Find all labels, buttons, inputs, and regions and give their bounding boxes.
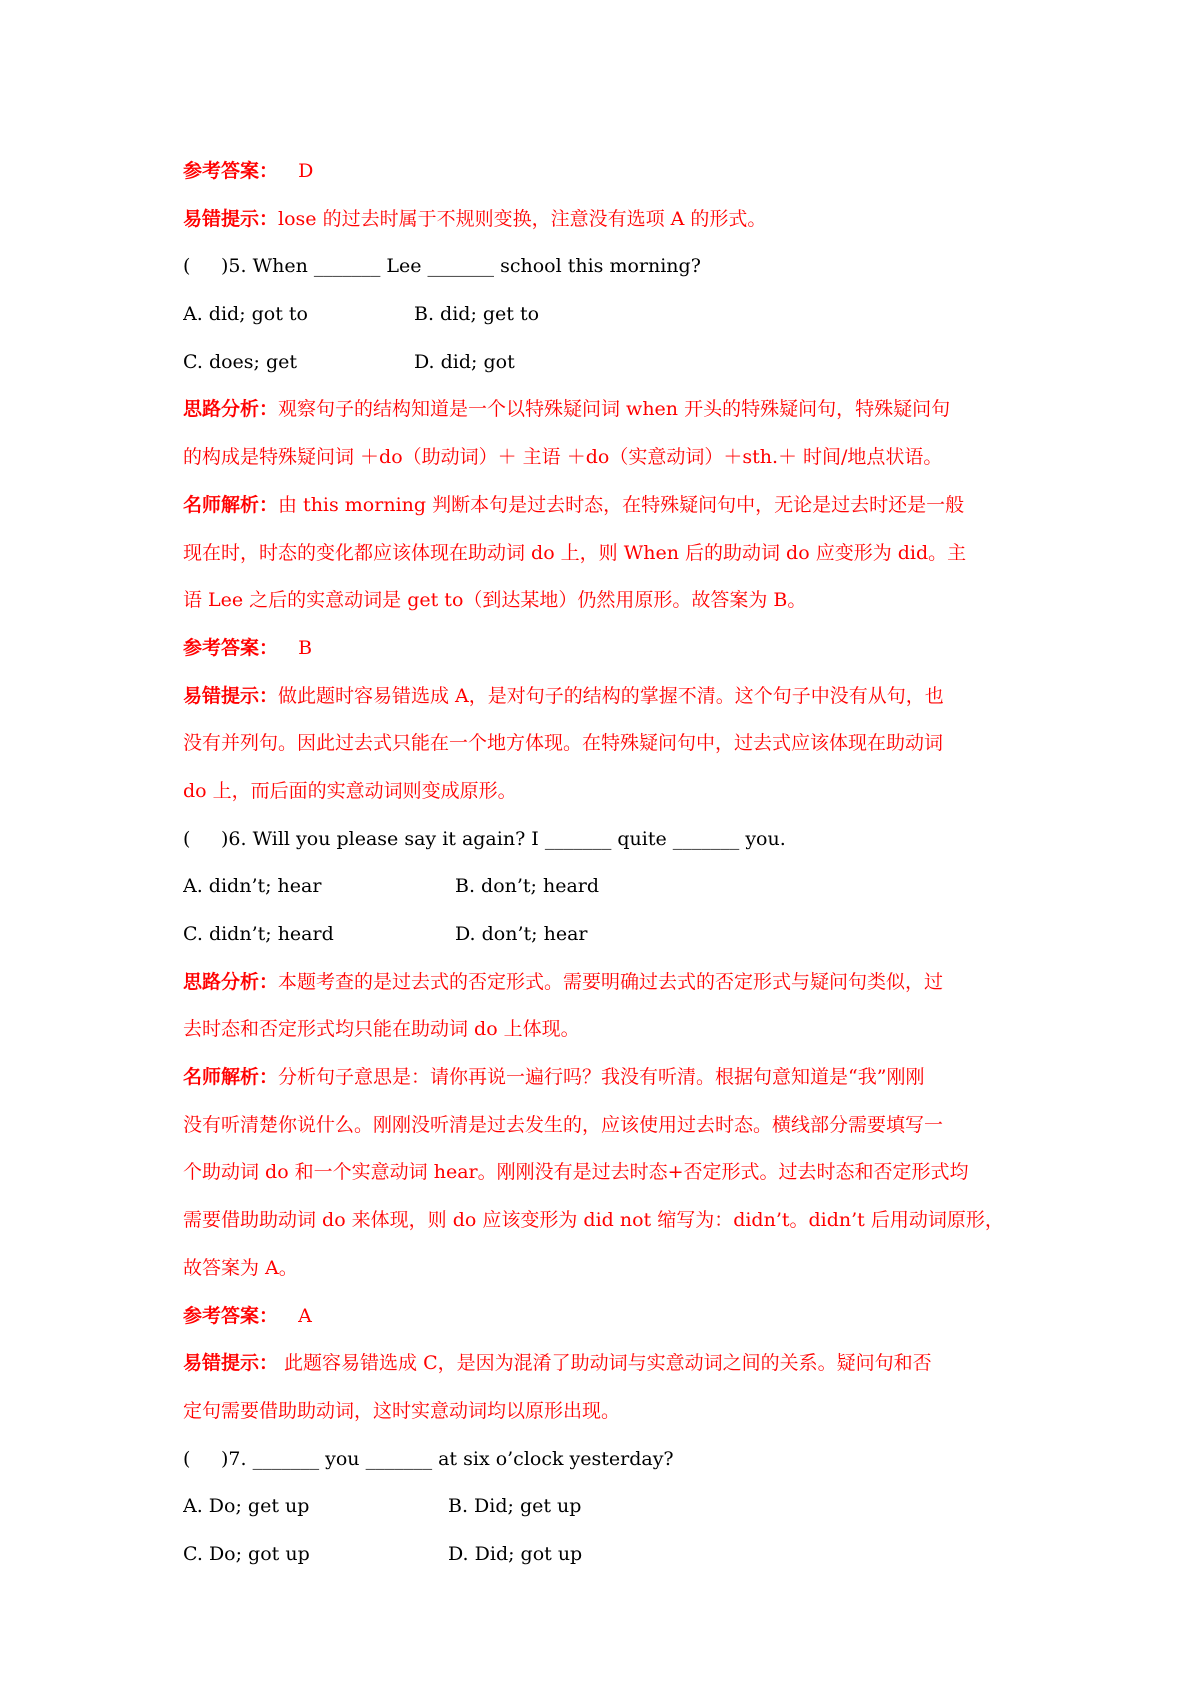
teacher-label: 名师解析：: [183, 493, 279, 516]
hint-label: 易错提示：: [183, 207, 279, 230]
teacher-text: 由 this morning 判断本句是过去时态，在特殊疑问句中，无论是过去时还是一般: [278, 493, 965, 516]
option-a: A. did; got to: [183, 303, 308, 326]
answer-paren: (: [183, 255, 191, 278]
analysis-label: 思路分析：: [183, 398, 279, 421]
teacher-text: 需要借助助动词 do 来体现，则 do 应该变形为 did not 缩写为：didn’t。didn’t 后用动词原形，: [183, 1209, 1004, 1232]
q6-answer-line: [183, 1293, 1033, 1341]
q6-hint-line-2: [183, 1388, 1033, 1436]
q5-hint-line-3: [183, 768, 1033, 816]
hint-text: 此题容易错选成 C，是因为混淆了助动词与实意动词之间的关系。疑问句和否: [278, 1352, 932, 1375]
q6-options-row-1: [183, 863, 1033, 911]
answer-label: 参考答案：: [183, 1304, 279, 1327]
teacher-text: 个助动词 do 和一个实意动词 hear。刚刚没有是过去时态+否定形式。过去时态和否定形式均: [183, 1161, 969, 1184]
q4-hint-line: [183, 196, 1033, 244]
hint-text: do 上，而后面的实意动词则变成原形。: [183, 779, 517, 802]
option-c: C. didn’t; heard: [183, 923, 334, 945]
teacher-text: 故答案为 A。: [183, 1256, 298, 1279]
analysis-label: 思路分析：: [183, 970, 279, 993]
q6-teacher-line-2: [183, 1102, 1033, 1150]
q5-analysis-line-1: [183, 386, 1033, 434]
teacher-text: 现在时，时态的变化都应该体现在助动词 do 上，则 When 后的助动词 do 应变形为 did。主: [183, 541, 967, 564]
teacher-text: 没有听清楚你说什么。刚刚没听清是过去发生的，应该使用过去时态。横线部分需要填写一: [183, 1113, 944, 1136]
q7-options-row-1: [183, 1483, 1033, 1531]
answer-label: 参考答案：: [183, 160, 279, 182]
document-content: [183, 148, 1033, 1579]
q7-stem: [183, 1436, 1033, 1484]
option-b: B. did; get to: [414, 303, 540, 326]
answer-value: A: [298, 1304, 312, 1327]
analysis-text: 的构成是特殊疑问词 ＋do（助动词）＋ 主语 ＋do（实意动词）＋sth.＋ 时间/地点状语。: [183, 446, 943, 469]
q6-analysis-line-1: [183, 959, 1033, 1007]
answer-paren: (: [183, 827, 191, 850]
teacher-text: 分析句子意思是：请你再说一遍行吗？我没有听清。根据句意知道是“我”刚刚: [278, 1066, 925, 1089]
answer-value: D: [298, 160, 314, 182]
option-d: D. Did; got up: [448, 1542, 583, 1565]
q5-hint-line-2: [183, 720, 1033, 768]
analysis-text: 本题考查的是过去式的否定形式。需要明确过去式的否定形式与疑问句类似，过: [278, 970, 944, 993]
q6-options-row-2: [183, 911, 1033, 959]
q4-answer-line: [183, 148, 1033, 196]
teacher-text: 语 Lee 之后的实意动词是 get to（到达某地）仍然用原形。故答案为 B。: [183, 589, 807, 612]
option-d: D. did; got: [414, 350, 515, 373]
option-a: A. Do; get up: [183, 1495, 310, 1518]
hint-label: 易错提示：: [183, 1352, 279, 1375]
q6-hint-line-1: [183, 1340, 1033, 1388]
q5-teacher-line-3: [183, 577, 1033, 625]
q5-stem: [183, 243, 1033, 291]
question-stem: )7. _______ you _______ at six o’clock yesterday?: [221, 1447, 674, 1470]
answer-value: B: [298, 636, 313, 659]
option-c: C. Do; got up: [183, 1542, 310, 1565]
question-stem: )6. Will you please say it again? I _______ quite _______ you.: [221, 827, 786, 850]
q5-teacher-line-2: [183, 530, 1033, 578]
answer-label: 参考答案：: [183, 636, 279, 659]
hint-label: 易错提示：: [183, 684, 279, 707]
question-stem: )5. When _______ Lee _______ school this morning?: [221, 255, 701, 278]
q5-answer-line: [183, 625, 1033, 673]
option-d: D. don’t; hear: [455, 923, 588, 945]
answer-paren: (: [183, 1447, 191, 1470]
q6-teacher-line-4: [183, 1197, 1033, 1245]
hint-text: 定句需要借助助动词，这时实意动词均以原形出现。: [183, 1399, 621, 1422]
analysis-text: 观察句子的结构知道是一个以特殊疑问词 when 开头的特殊疑问句，特殊疑问句: [278, 398, 951, 421]
option-c: C. does; get: [183, 350, 298, 373]
q7-options-row-2: [183, 1531, 1033, 1579]
option-b: B. don’t; heard: [455, 875, 600, 898]
hint-text: lose 的过去时属于不规则变换，注意没有选项 A 的形式。: [278, 207, 767, 230]
q5-options-row-2: [183, 339, 1033, 387]
q5-hint-line-1: [183, 673, 1033, 721]
q6-teacher-line-3: [183, 1149, 1033, 1197]
hint-text: 做此题时容易错选成 A，是对句子的结构的掌握不清。这个句子中没有从句，也: [278, 684, 944, 707]
option-a: A. didn’t; hear: [183, 875, 322, 898]
q5-teacher-line-1: [183, 482, 1033, 530]
q6-analysis-line-2: [183, 1006, 1033, 1054]
q5-analysis-line-2: [183, 434, 1033, 482]
q6-teacher-line-5: [183, 1245, 1033, 1293]
option-b: B. Did; get up: [448, 1495, 582, 1518]
hint-text: 没有并列句。因此过去式只能在一个地方体现。在特殊疑问句中，过去式应该体现在助动词: [183, 732, 944, 755]
q5-options-row-1: [183, 291, 1033, 339]
q6-stem: [183, 816, 1033, 864]
teacher-label: 名师解析：: [183, 1066, 279, 1089]
q6-teacher-line-1: [183, 1054, 1033, 1102]
analysis-text: 去时态和否定形式均只能在助动词 do 上体现。: [183, 1018, 580, 1041]
